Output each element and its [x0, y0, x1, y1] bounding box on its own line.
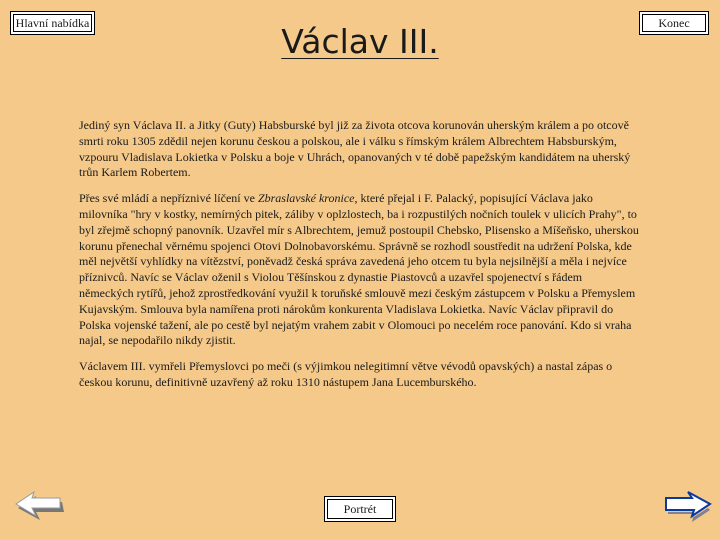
right-arrow-icon [660, 488, 712, 524]
paragraph-1: Jediný syn Václava II. a Jitky (Guty) Habsburské byl již za života otcova korunován uherským králem a po otcově smrti roku 1305 zdědil nejen korunu českou a polskou, ale i válku s římským králem Albrechtem Habsburským, vzpouru Vladislava Lokietka v Polsku a boje v Uhrách, opanovaných v té době papežským kandidátem na uherský trůn Karlem Robertem. [79, 118, 631, 180]
paragraph-2: Přes své mládí a nepříznivé líčení ve Zbraslavské kronice, které přejal i F. Palacký, popisující Václava jako milovníka "hry v kostky, nemírných pitek, záliby v oplzlostech, ba i rozpustilých nočních toulek v ulicích Prahy", to byl zřejmě schopný panovník. Uzavřel mír s Albrechtem, jemuž postoupil Chebsko, Plisensko a Míšeňsko, uherskou korunu přenechal věrnému spojenci Otovi Dolnobavorskému. Správně se rozhodl soustředit na udržení Polska, kde měl největší vyhlídky na vítězství, poněvadž česká správa zavedená jeho otcem tu byla nejsilnější a měla i nejvíce příznivců. Navíc se Václav oženil s Violou Těšínskou z dynastie Piastovců a uzavřel spojenectví s řádem německých rytířů, jehož zprostředkování využil k toruňské smlouvě mezi českým zástupcem v Polsku a Přemyslem Kujavským. Smlouva byla namířena proti nárokům konkurenta Vladislava Lokietka. Navíc Václav připravil do Polska vojenské tažení, ale po cestě byl nejatým vrahem zabit v Olomouci po necelém roce panování. Kdo si vraha najal, se nepodařilo nikdy zjistit. [79, 191, 639, 348]
chronicle-title: Zbraslavské kronice [257, 191, 355, 206]
back-arrow-button[interactable] [14, 488, 66, 524]
main-menu-button[interactable]: Hlavní nabídka [10, 11, 95, 35]
end-button[interactable]: Konec [639, 11, 709, 35]
left-arrow-icon [14, 488, 66, 524]
article-body [79, 118, 639, 401]
portrait-button[interactable]: Portrét [324, 496, 396, 522]
page-title: Václav III. [281, 22, 439, 61]
paragraph-3: Václavem III. vymřeli Přemyslovci po meči (s výjimkou nelegitimní větve vévodů opavských) a nastal zápas o českou korunu, definitivně uzavřený až roku 1310 nástupem Jana Lucemburského. [79, 359, 613, 389]
forward-arrow-button[interactable] [660, 488, 712, 524]
